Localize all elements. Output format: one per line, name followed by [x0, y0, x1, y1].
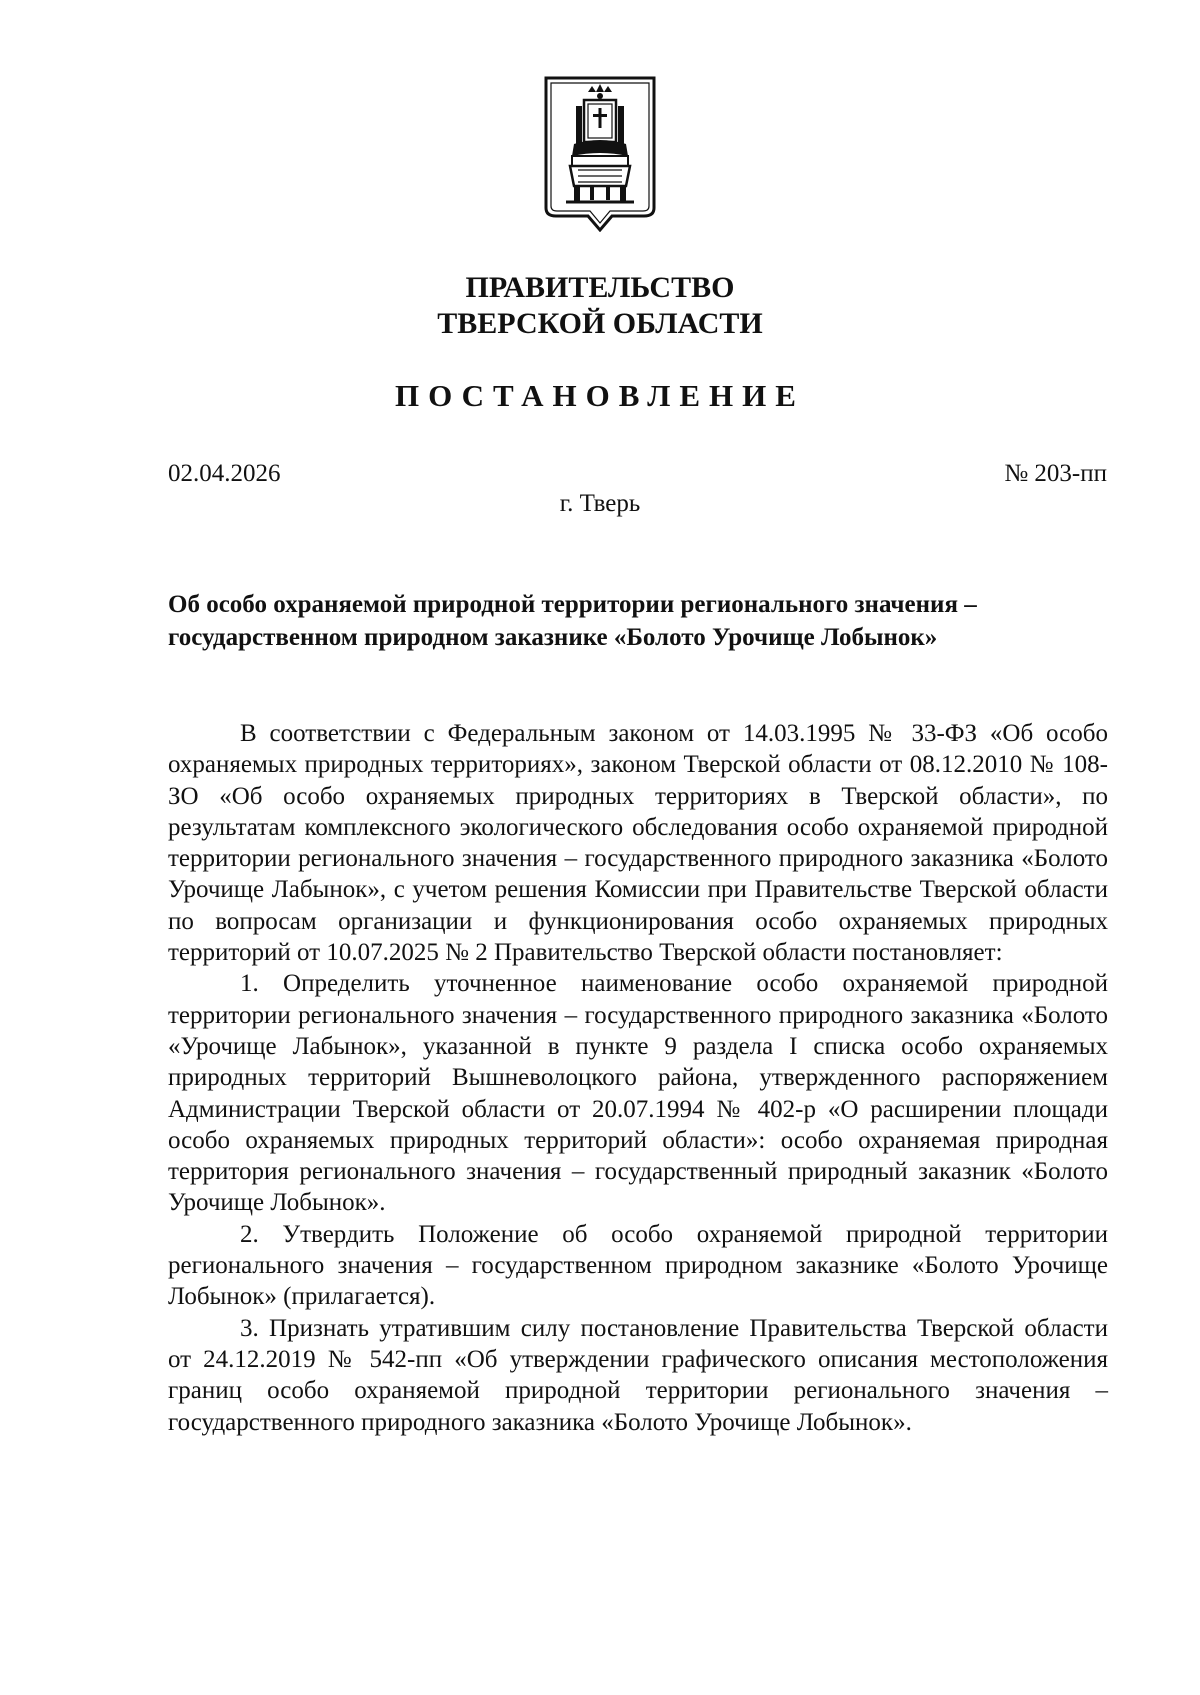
government-title [0, 270, 1200, 342]
document-number: № 203-пп [1004, 460, 1107, 487]
government-title-line2: ТВЕРСКОЙ ОБЛАСТИ [437, 307, 763, 340]
document-type-heading: ПОСТАНОВЛЕНИЕ [395, 378, 805, 413]
tver-region-coat-of-arms-icon [544, 76, 656, 232]
document-city: г. Тверь [559, 490, 641, 517]
document-date: 02.04.2026 [168, 460, 281, 487]
body-paragraph-item-2: 2. Утвердить Положение об особо охраняемой природной территории регионального значения – государственном природном заказнике «Болото Урочище Лобынок» (прилагается). [168, 1220, 1108, 1311]
document-body [168, 718, 1108, 1438]
body-paragraph-item-3: 3. Признать утратившим силу постановление Правительства Тверской области от 24.12.2019 № 542-пп «Об утверждении графического описания местоположения границ особо охраняемой природной территории регионального значения – государственного природного заказника «Болото Урочище Лобынок». [168, 1314, 1108, 1436]
government-title-line1: ПРАВИТЕЛЬСТВО [465, 271, 735, 304]
document-subject: Об особо охраняемой природной территории регионального значения – государственном природном заказнике «Болото Урочище Лобынок» [168, 591, 977, 651]
body-paragraph-preamble: В соответствии с Федеральным законом от 14.03.1995 № 33-ФЗ «Об особо охраняемых природных территориях», законом Тверской области от 08.12.2010 № 108-ЗО «Об особо охраняемых природных территориях в Тверской области», по результатам комплексного экологического обследования особо охраняемой природной территории регионального значения – государственного природного заказника «Болото Урочище Лабынок», с учетом решения Комиссии при Правительстве Тверской области по вопросам организации и функционирования особо охраняемых природных территорий от 10.07.2025 № 2 Правительство Тверской области постановляет: [168, 720, 1108, 967]
body-paragraph-item-1: 1. Определить уточненное наименование особо охраняемой природной территории регионального значения – государственного природного заказника «Болото «Урочище Лабынок», указанной в пункте 9 раздела I списка особо охраняемых природных территорий Вышневолоцкого района, утвержденного распоряжением Администрации Тверской области от 20.07.1994 № 402-р «О расширении площади особо охраняемых природных территорий области»: особо охраняемая природная территория регионального значения – государственный природный заказник «Болото Урочище Лобынок». [168, 970, 1108, 1217]
